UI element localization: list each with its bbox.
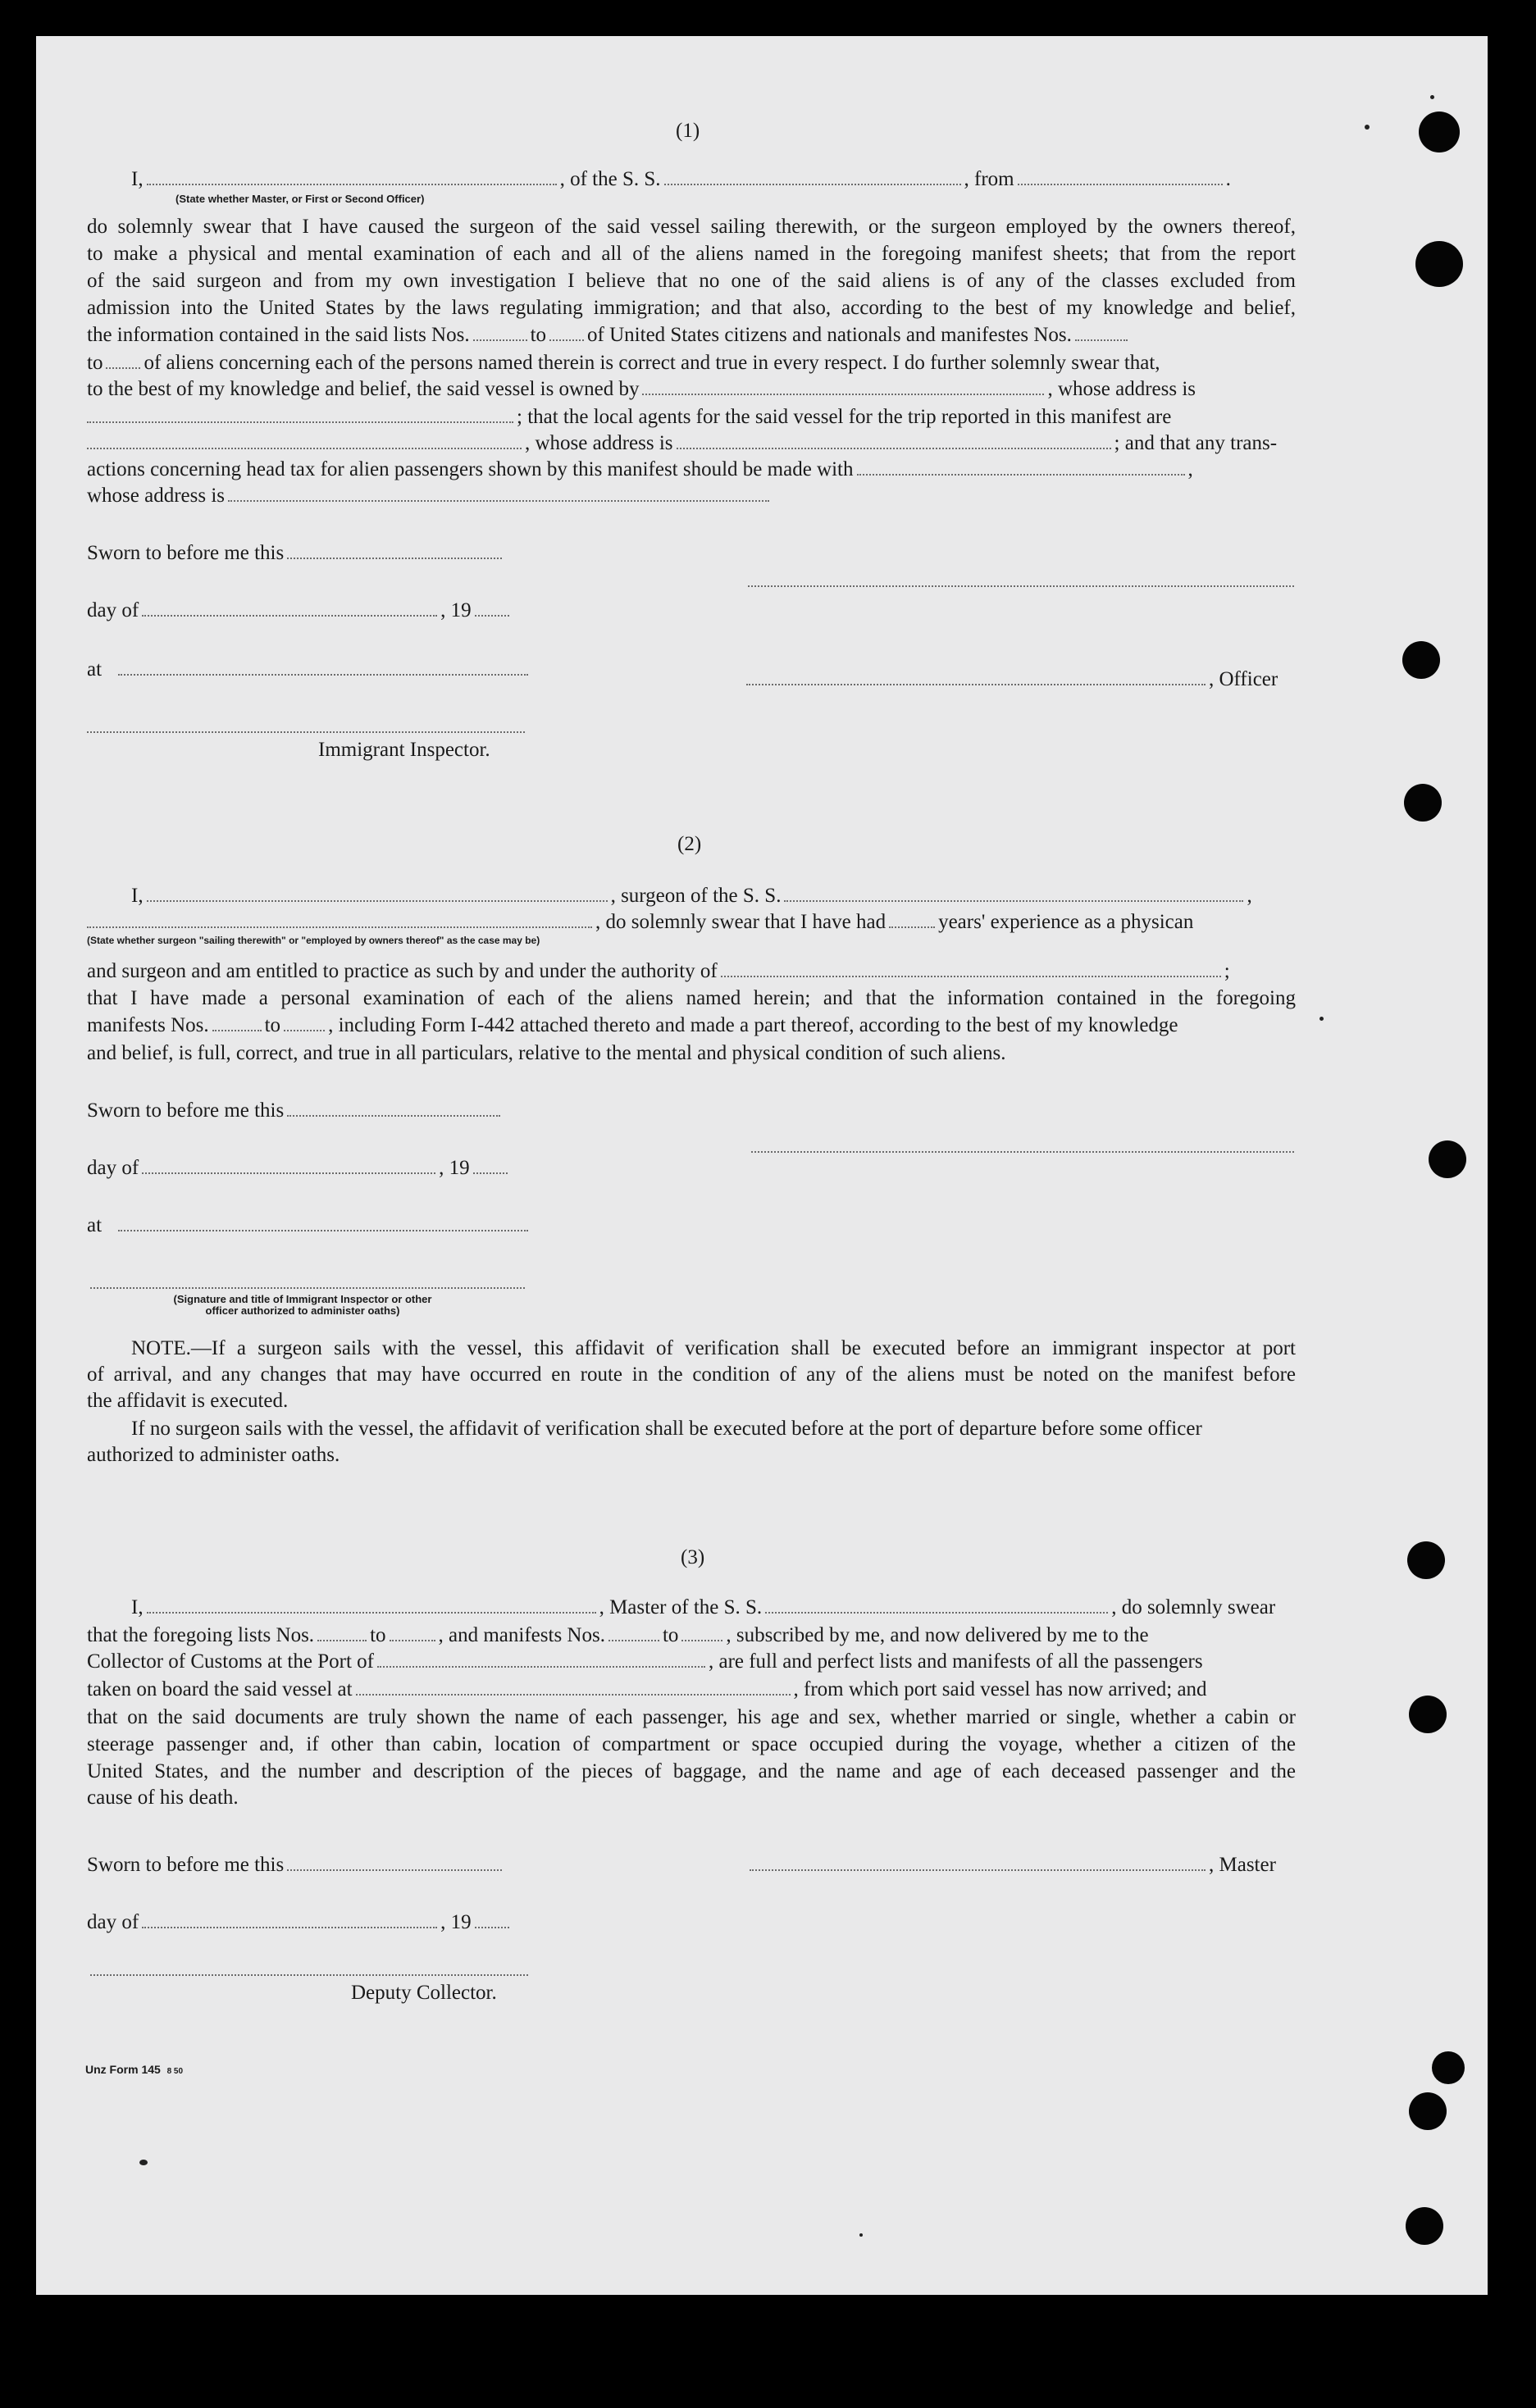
section2-line1: I, , surgeon of the S. S. , — [131, 885, 1252, 907]
paragraph-line: and belief, is full, correct, and true in all particulars, relative to the mental and physical condition of such aliens. — [87, 1042, 1006, 1064]
punch-hole — [1406, 2207, 1443, 2245]
day-line: day of , 19 — [87, 1156, 511, 1181]
master-note: (State whether Master, or First or Second Officer) — [175, 193, 425, 205]
paragraph-line: admission into the United States by the laws regulating immigration; and that also, according to the best of my knowledge and belief, — [87, 297, 1296, 319]
paragraph-line: to of aliens concerning each of the persons named therein is correct and true in every respect. I do further solemnly swear that, — [87, 352, 1160, 374]
master-line: , Master — [750, 1853, 1276, 1878]
paragraph-line: Collector of Customs at the Port of , are full and perfect lists and manifests of all the passengers — [87, 1650, 1203, 1673]
form-number: Unz Form 145 8 50 — [85, 2063, 184, 2076]
paragraph-line: taken on board the said vessel at , from which port said vessel has now arrived; and — [87, 1678, 1207, 1700]
paragraph-line: the information contained in the said lists Nos. to of United States citizens and nationals and manifestes Nos. — [87, 323, 1131, 348]
sworn-line: Sworn to before me this — [87, 541, 505, 566]
punch-hole — [1409, 1696, 1447, 1733]
paragraph-line: steerage passenger and, if other than cabin, location of compartment or space occupied during the voyage, whether a citizen of the — [87, 1733, 1296, 1755]
paragraph-line: do solemnly swear that I have caused the surgeon of the said vessel sailing therewith, or the surgeon employed by the owners thereof, — [87, 216, 1296, 238]
punch-hole — [1419, 112, 1460, 152]
paragraph-line: , whose address is ; and that any trans- — [87, 431, 1277, 456]
punch-hole — [1407, 1541, 1445, 1579]
paragraph-line: cause of his death. — [87, 1787, 239, 1809]
inspector-label: Immigrant Inspector. — [318, 739, 490, 761]
punch-hole — [1429, 1140, 1466, 1178]
paragraph-line: whose address is — [87, 484, 773, 508]
officer-line: , Officer — [746, 667, 1278, 692]
paragraph-line: to make a physical and mental examination of each and all of the aliens named in the foregoing manifest sheets; that from the report — [87, 243, 1296, 265]
section-number: (1) — [676, 120, 700, 142]
note-line: If no surgeon sails with the vessel, the affidavit of verification shall be executed before at the port of departure before some officer — [131, 1418, 1202, 1440]
section2-line2: , do solemnly swear that I have had years' experience as a physican — [87, 910, 1193, 935]
punch-hole — [1432, 2051, 1465, 2084]
at-line: at — [87, 658, 531, 682]
paragraph-line: and surgeon and am entitled to practice as such by and under the authority of ; — [87, 960, 1230, 982]
sworn-line: Sworn to before me this — [87, 1099, 504, 1123]
note-line: authorized to administer oaths. — [87, 1444, 340, 1466]
punch-hole — [1404, 784, 1442, 822]
section1-line1: I, , of the S. S. , from . — [131, 168, 1231, 190]
day-line: day of , 19 — [87, 1910, 513, 1935]
paragraph-line: manifests Nos. to , including Form I-442 attached thereto and made a part thereof, according to the best of my knowledge — [87, 1014, 1178, 1036]
paragraph-line: actions concerning head tax for alien passengers shown by this manifest should be made with , — [87, 458, 1193, 480]
paragraph-line: that I have made a personal examination of each of the aliens named herein; and that the information contained in the foregoing — [87, 987, 1296, 1009]
note-line: NOTE.—If a surgeon sails with the vessel, this affidavit of verification shall be executed before an immigrant inspector at port — [131, 1337, 1296, 1359]
punch-hole — [1415, 241, 1463, 287]
signature-note: (Signature and title of Immigrant Inspector or other officer authorized to administer oaths) — [173, 1293, 432, 1317]
paragraph-line: United States, and the number and description of the pieces of baggage, and the name and age of each deceased passenger and the — [87, 1760, 1296, 1782]
at-line: at — [87, 1213, 531, 1238]
paragraph-line: ; that the local agents for the said vessel for the trip reported in this manifest are — [87, 405, 1171, 430]
note-line: of arrival, and any changes that may have occurred en route in the condition of any of the aliens must be noted on the manifest before — [87, 1363, 1296, 1386]
punch-hole — [1409, 2092, 1447, 2130]
section3-line1: I, , Master of the S. S. , do solemnly swear — [131, 1596, 1276, 1618]
section-number: (2) — [677, 833, 702, 855]
day-line: day of , 19 — [87, 599, 513, 623]
note-line: the affidavit is executed. — [87, 1390, 289, 1412]
paragraph-line: that on the said documents are truly shown the name of each passenger, his age and sex, whether married or single, whether a cabin or — [87, 1706, 1296, 1728]
collector-label: Deputy Collector. — [351, 1982, 497, 2004]
sworn-line: Sworn to before me this — [87, 1853, 505, 1878]
punch-hole — [1402, 641, 1440, 679]
paragraph-line: that the foregoing lists Nos. to , and manifests Nos. to , subscribed by me, and now delivered by me to the — [87, 1624, 1149, 1646]
section-number: (3) — [681, 1546, 705, 1568]
paragraph-line: to the best of my knowledge and belief, the said vessel is owned by , whose address is — [87, 378, 1196, 400]
form-page — [36, 36, 1488, 2295]
surgeon-note: (State whether surgeon "sailing therewith" or "employed by owners thereof" as the case may be) — [87, 935, 540, 946]
paragraph-line: of the said surgeon and from my own investigation I believe that no one of the said aliens is of any of the classes excluded from — [87, 270, 1296, 292]
